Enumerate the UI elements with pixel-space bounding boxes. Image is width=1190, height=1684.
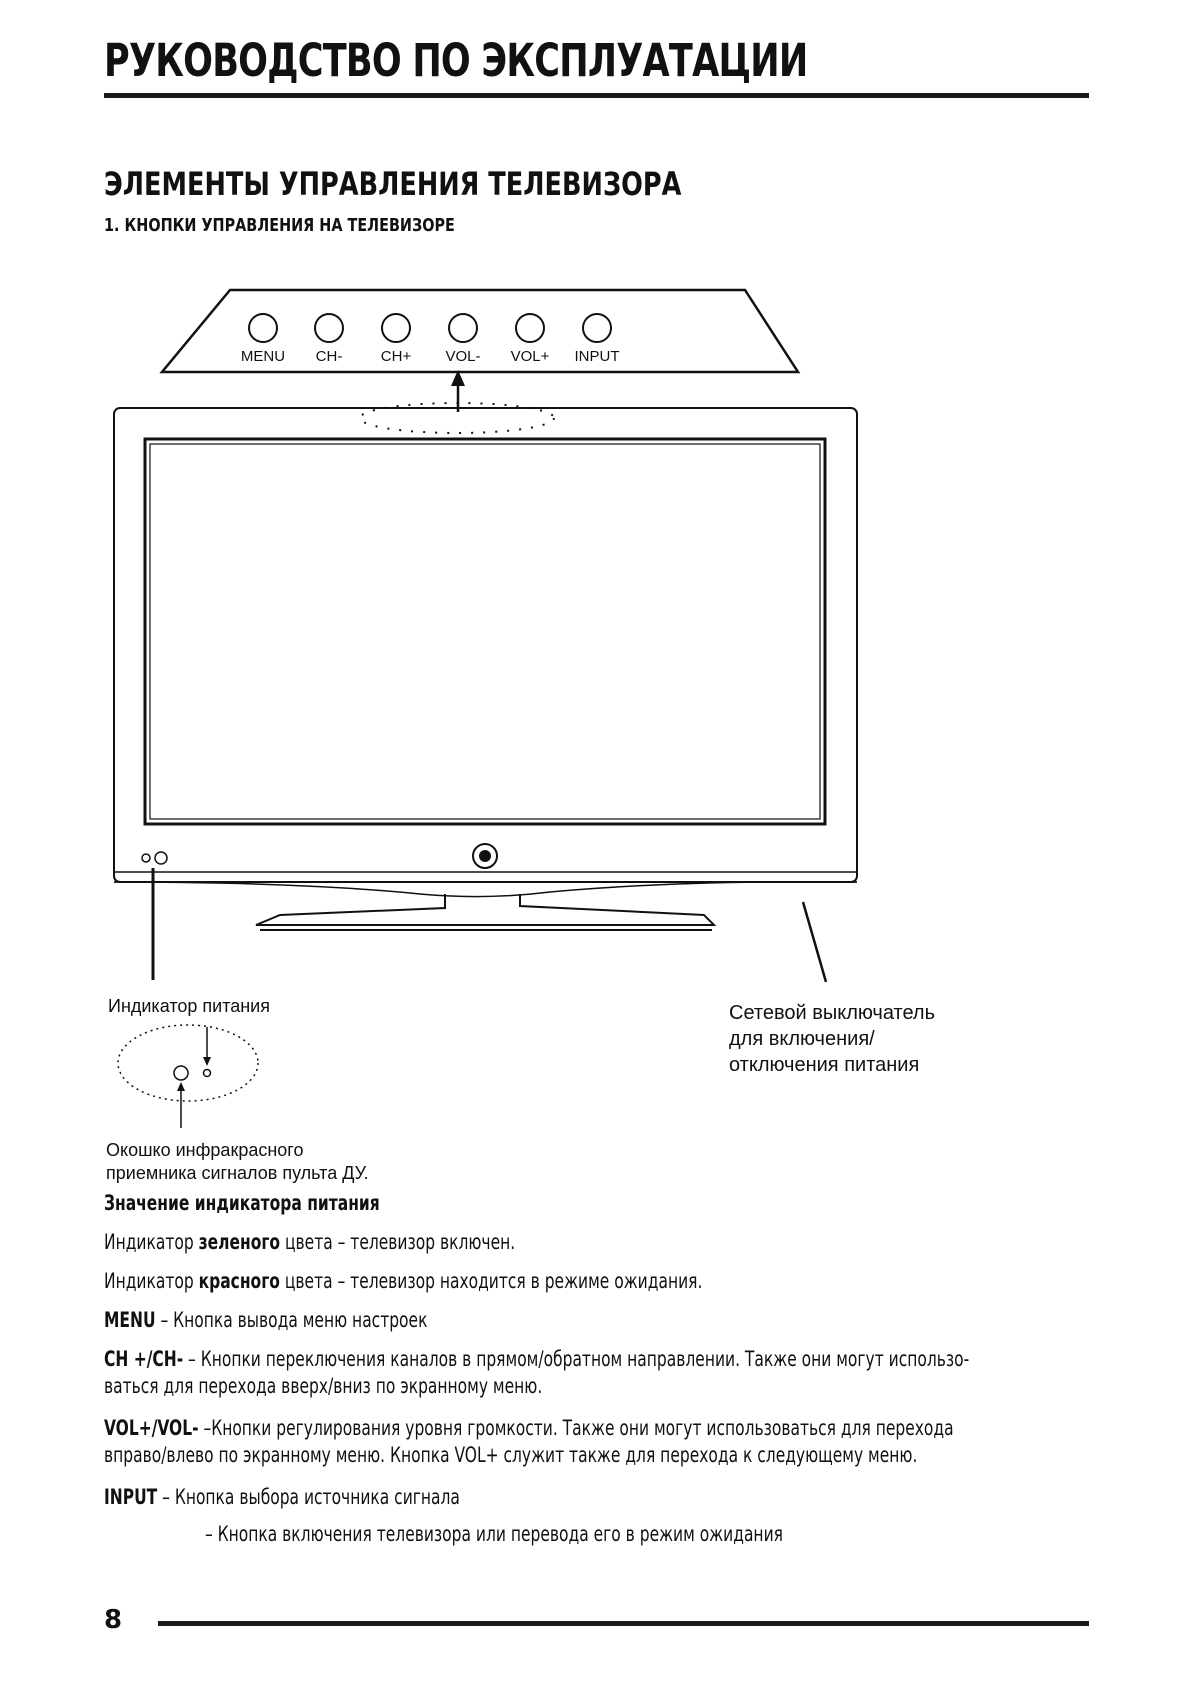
vol-description: VOL+/VOL- –Кнопки регулирования уровня громкости. Также они могут использоваться для перехода вправо/влево по экранному меню. Кнопка VOL+ служит также для перехода к следующему меню. (104, 1416, 954, 1467)
input-button-icon (583, 314, 611, 342)
input-description: INPUT – Кнопка выбора источника сигнала (104, 1485, 460, 1509)
vol-minus-button-icon (449, 314, 477, 342)
switch-leader (803, 902, 826, 982)
button-label: VOL+ (510, 348, 550, 365)
button-label: CH- (315, 348, 343, 365)
indicator-detail-ellipse (118, 1025, 258, 1101)
tv-bezel (114, 408, 857, 882)
green-indicator-line: Индикатор зеленого цвета – телевизор включен. (104, 1230, 516, 1254)
button-label: VOL- (445, 348, 481, 365)
menu-button-icon (249, 314, 277, 342)
tv-stand (256, 894, 714, 925)
vol-plus-button-icon (516, 314, 544, 342)
footer-rule (158, 1621, 1089, 1626)
tv-screen (145, 439, 825, 824)
section-title: ЭЛЕМЕНТЫ УПРАВЛЕНИЯ ТЕЛЕВИЗОРА (104, 165, 682, 203)
ch-plus-button-icon (382, 314, 410, 342)
button-label: INPUT (574, 348, 620, 365)
power-led-detail-icon (204, 1070, 211, 1077)
power-description: – Кнопка включения телевизора или перевода его в режим ожидания (205, 1522, 783, 1546)
power-led-icon (142, 854, 150, 862)
ir-window-detail-icon (174, 1066, 188, 1080)
page-number: 8 (104, 1605, 123, 1635)
button-label: CH+ (380, 348, 412, 365)
subsection-title: 1. КНОПКИ УПРАВЛЕНИЯ НА ТЕЛЕВИЗОРЕ (104, 215, 455, 236)
ir-window-label: Окошко инфракрасного приемника сигналов пульта ДУ. (106, 1140, 369, 1183)
red-indicator-line: Индикатор красного цвета – телевизор находится в режиме ожидания. (104, 1269, 703, 1293)
ch-minus-button-icon (315, 314, 343, 342)
ir-window-icon (155, 852, 167, 864)
panel-buttons (249, 314, 611, 342)
page-title: РУКОВОДСТВО ПО ЭКСПЛУАТАЦИИ (104, 34, 808, 87)
power-switch-label: Сетевой выключатель для включения/ отключения питания (729, 1002, 936, 1076)
power-indicator-label: Индикатор питания (108, 996, 270, 1016)
indicator-heading: Значение индикатора питания (104, 1191, 380, 1215)
menu-description: MENU – Кнопка вывода меню настроек (104, 1308, 428, 1332)
ch-description: CH +/CH- – Кнопки переключения каналов в прямом/обратном направлении. Также они могут использо- ваться для перехода вверх/вниз по экранному меню. (104, 1347, 970, 1398)
button-label: MENU (240, 348, 286, 365)
